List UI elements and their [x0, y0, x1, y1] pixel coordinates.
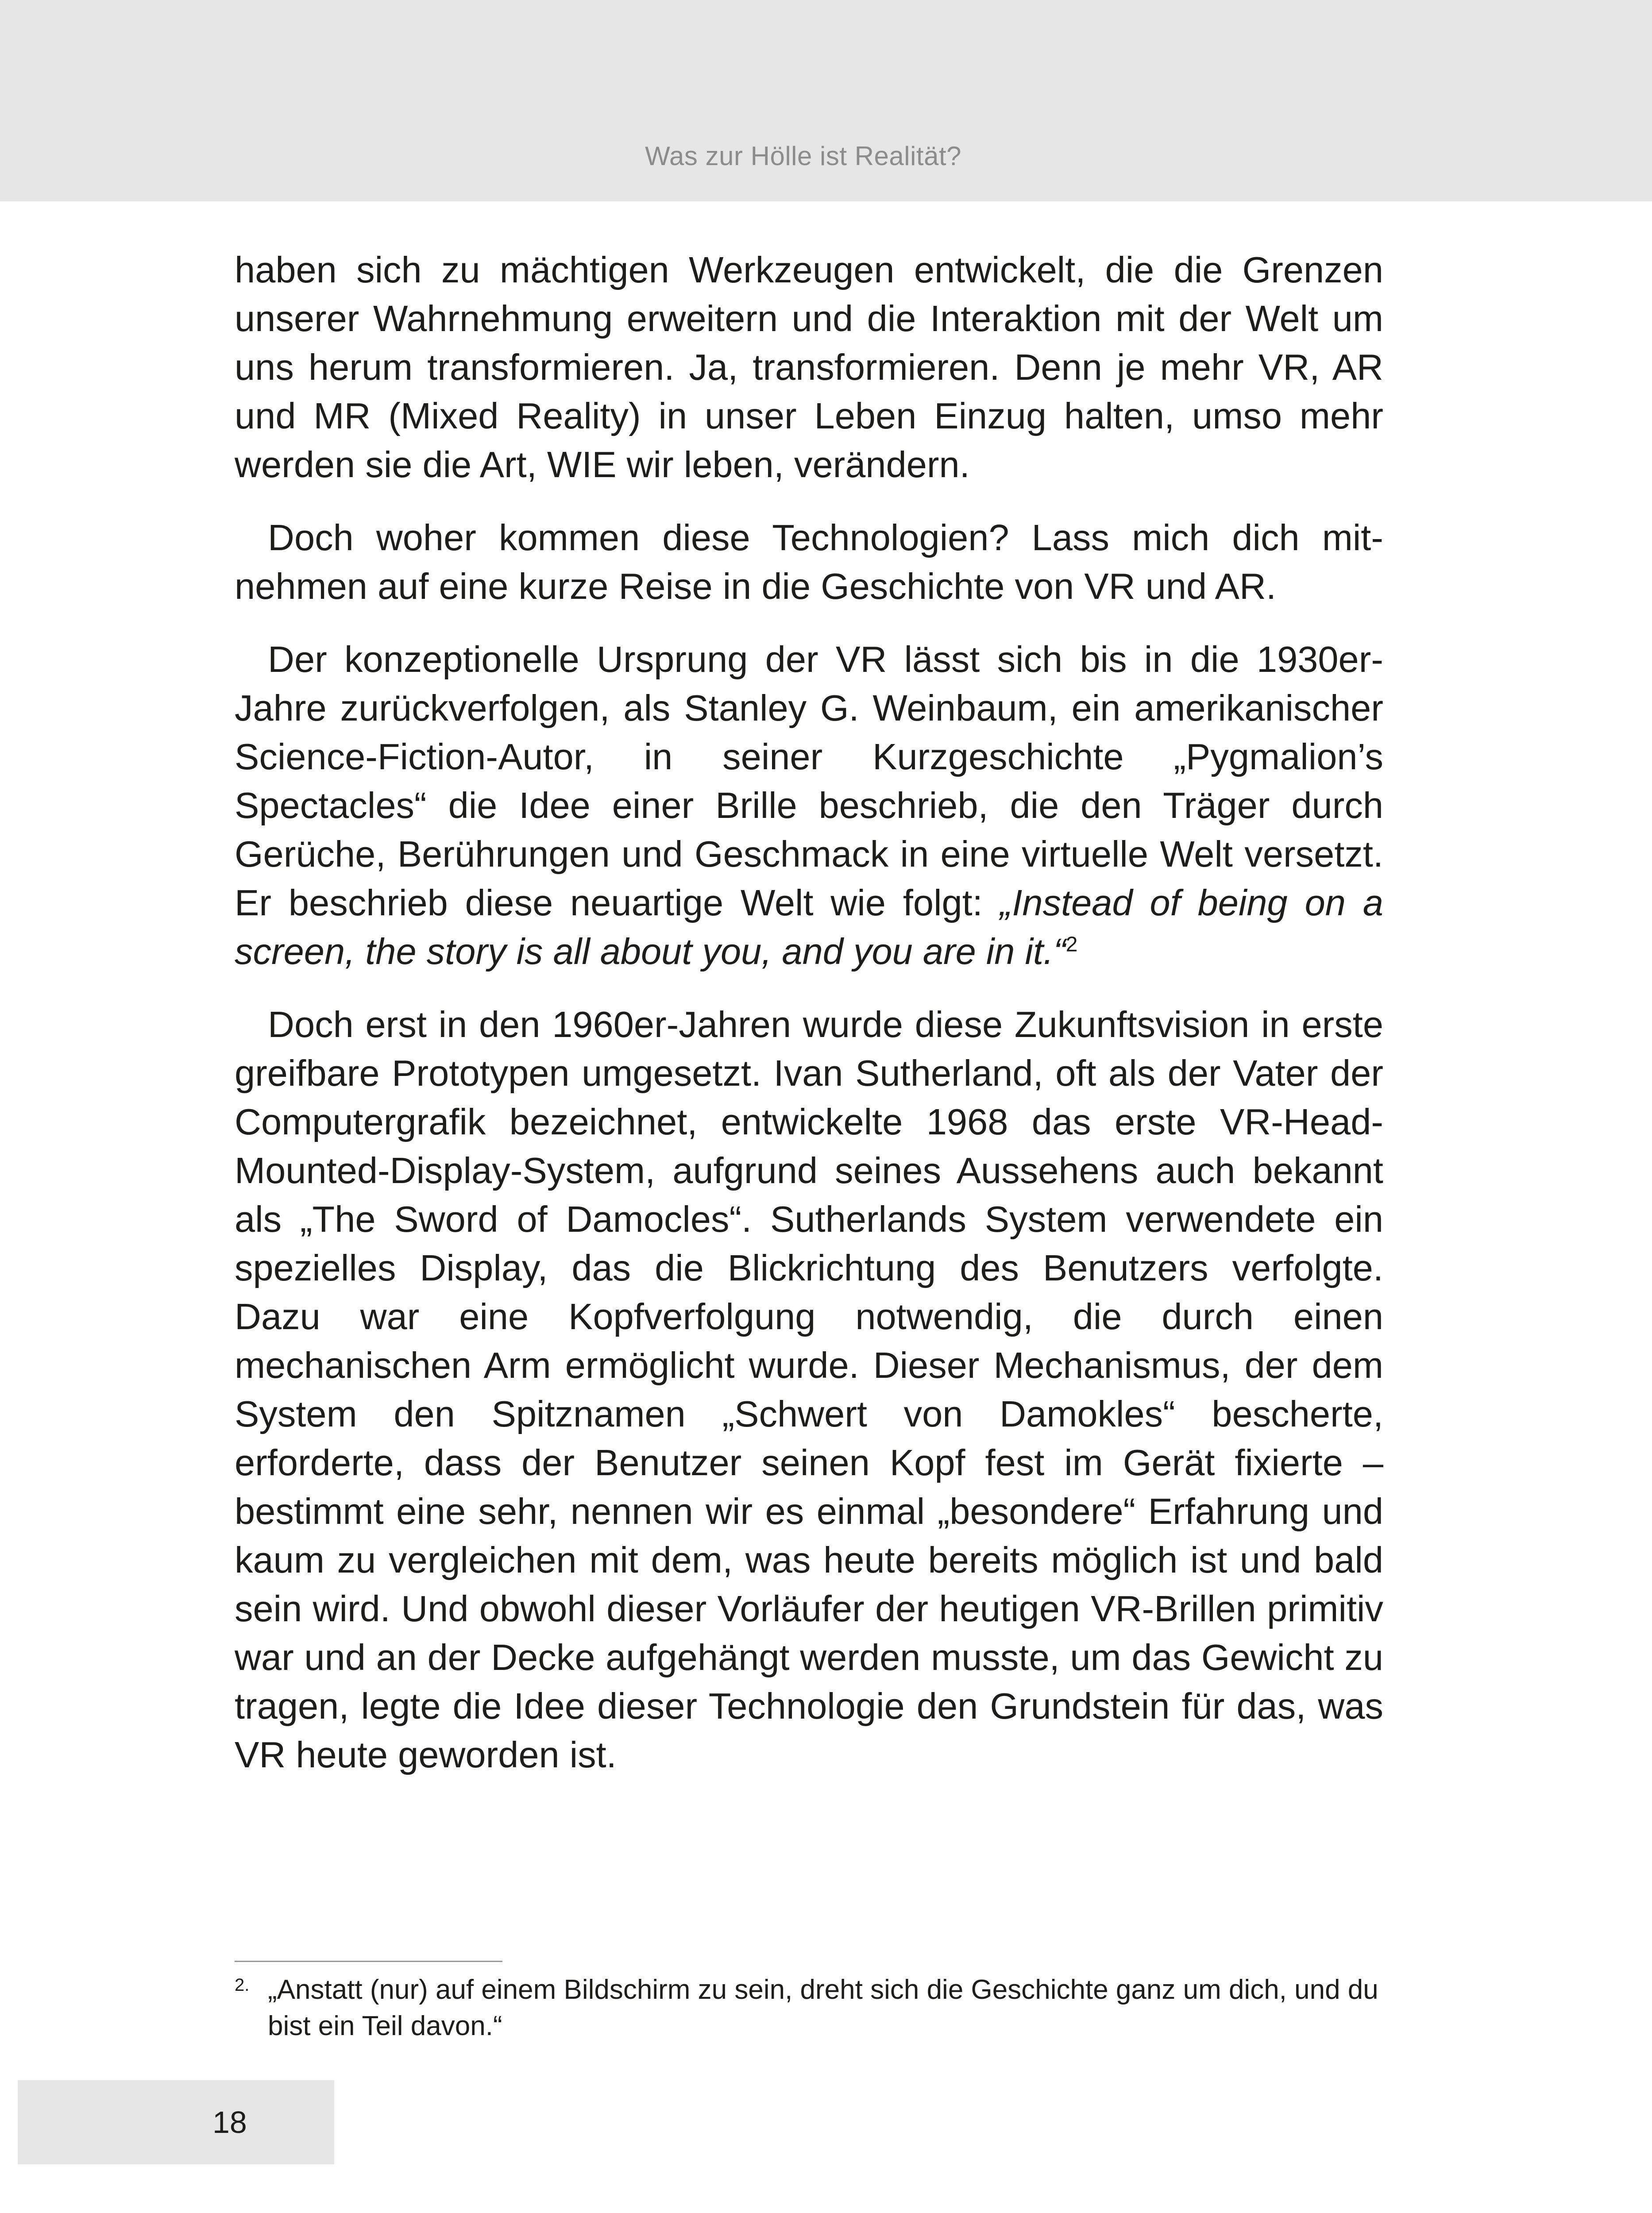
running-head: Was zur Hölle ist Realität?: [645, 141, 961, 171]
paragraph-4: Doch erst in den 1960er-Jahren wurde diese Zukunftsvision in erste greifbare Prototypen umgesetzt. Ivan Sutherland, oft als der Vater der Computergrafik bezeichnet, entwickelte 1968 das erste VR-Head-Mounted-Display-System, aufgrund seines Aussehens auch bekannt als „The Sword of Damocles“. Sutherlands System verwendete ein spezielles Display, das die Blickrichtung des Benutzers verfolgte. Dazu war eine Kopfverfolgung notwendig, die durch einen mechanischen Arm ermöglicht wurde. Dieser Mechanismus, der dem System den Spitznamen „Schwert von Damokles“ bescherte, erforderte, dass der Benutzer seinen Kopf fest im Gerät fixierte – bestimmt eine sehr, nennen wir es einmal „besondere“ Erfahrung und kaum zu vergleichen mit dem, was heute bereits möglich ist und bald sein wird. Und obwohl dieser Vorläufer der heutigen VR-Brillen primitiv war und an der Decke aufgehängt werden musste, um das Gewicht zu tragen, legte die Idee dieser Technologie den Grundstein für das, was VR heute geworden ist.: [235, 1004, 1383, 1775]
footnote-marker: 2.: [235, 1975, 250, 1995]
page-number: 18: [212, 2105, 247, 2140]
page-number-box: [18, 2080, 334, 2164]
paragraph-2: Doch woher kommen diese Technologien? Lass mich dich mitnehmen auf eine kurze Reise in die Geschichte von VR und AR.: [235, 517, 1383, 607]
paragraph-3-text: Der konzeptionelle Ursprung der VR lässt sich bis in die 1930er-Jahre zurückverfolgen, als Stanley G. Weinbaum, ein amerikanischer Science-Fiction-Autor, in seiner Kurzgeschichte „Pygmalion’s Spectacles“ die Idee einer Brille beschrieb, die den Träger durch Gerüche, Berührungen und Geschmack in eine virtuelle Welt versetzt. Er beschrieb diese neuartige Welt wie folgt:: [235, 639, 1383, 923]
footnote: [235, 1972, 1383, 2044]
quote-english: „Instead of being on a screen, the story is all about you, and you are in it.“: [235, 882, 1383, 972]
footnote-text: „Anstatt (nur) auf einem Bildschirm zu sein, dreht sich die Geschichte ganz um dich, und du bist ein Teil davon.“: [268, 1974, 1378, 2041]
paragraph-3: [235, 635, 1383, 976]
paragraph-1: haben sich zu mächtigen Werkzeugen entwickelt, die die Grenzen unserer Wahrnehmung erweitern und die Interaktion mit der Welt um uns herum transformieren. Ja, transformieren. Denn je mehr VR, AR und MR (Mixed Reality) in unser Leben Einzug halten, umso mehr werden sie die Art, WIE wir leben, verändern.: [235, 249, 1383, 485]
footnote-divider: [235, 1961, 502, 1962]
body-text: [235, 246, 1383, 1804]
footnote-reference[interactable]: 2: [1065, 933, 1078, 956]
